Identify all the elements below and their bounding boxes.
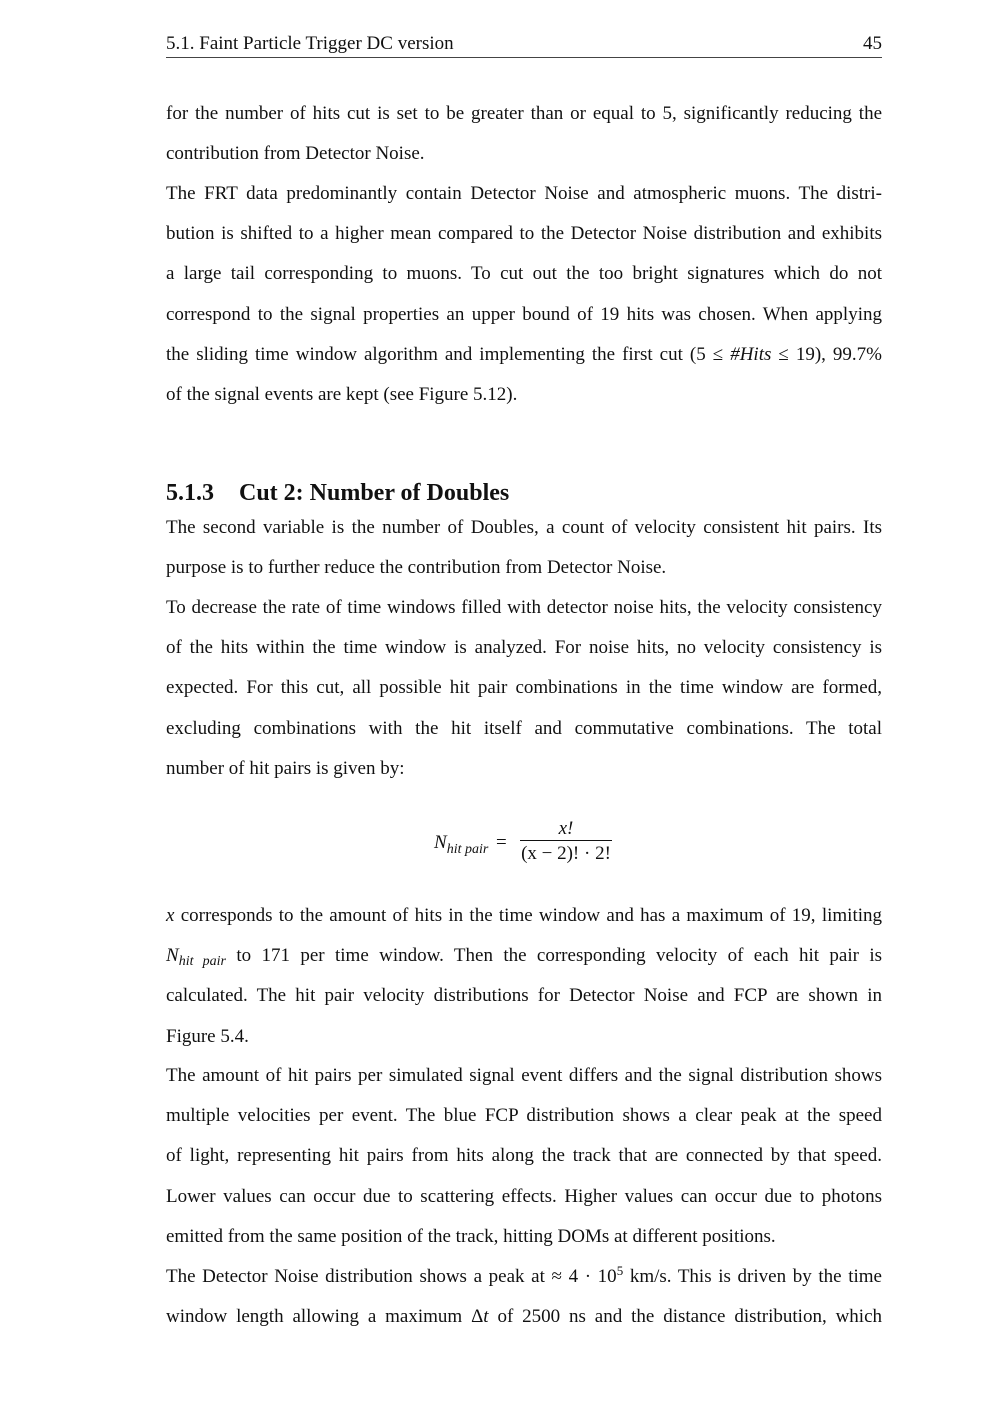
- equals-sign: =: [496, 832, 507, 853]
- text-segment: the sliding time window algorithm and implementing the first cut (5 ≤: [166, 343, 731, 365]
- hit-pair-equation: [166, 812, 882, 872]
- text-line-with-math: [166, 1297, 882, 1337]
- math-exponent: 5: [616, 1263, 624, 1278]
- section-heading: [166, 477, 509, 509]
- equation-fraction: [520, 818, 612, 867]
- text-line: number of hit pairs is given by:: [166, 757, 405, 779]
- equation-lhs-subscript: hit pair: [446, 841, 489, 857]
- text-segment: ≤ 19), 99.7%: [771, 343, 882, 365]
- text-line: for the number of hits cut is set to be greater than or equal to 5, significantly reducing the: [166, 103, 882, 124]
- text-line-with-math: [166, 896, 882, 936]
- text-line: expected. For this cut, all possible hit pair combinations in the time window are formed,: [166, 677, 882, 699]
- text-line: multiple velocities per event. The blue FCP distribution shows a clear peak at the speed: [166, 1105, 882, 1127]
- text-line: of the hits within the time window is analyzed. For noise hits, no velocity consistency is: [166, 637, 882, 659]
- math-n-subscript: hit pair: [178, 954, 226, 970]
- text-line-with-math: [166, 936, 882, 976]
- section-title: Cut 2: Number of Doubles: [239, 479, 510, 506]
- text-line: correspond to the signal properties an upper bound of 19 hits was chosen. When applying: [166, 303, 882, 325]
- equation-lhs: [434, 832, 488, 858]
- math-n-variable: N: [166, 945, 179, 967]
- running-header: [166, 33, 882, 58]
- fraction-denominator: (x − 2)! · 2!: [521, 843, 611, 864]
- text-line: contribution from Detector Noise.: [166, 143, 425, 165]
- text-segment: The Detector Noise distribution shows a peak at ≈ 4 · 10: [166, 1266, 617, 1287]
- paragraph-hit-pair-limit: [166, 896, 882, 1057]
- math-x-variable: x: [166, 905, 175, 926]
- text-line: emitted from the same position of the track, hitting DOMs at different positions.: [166, 1225, 776, 1247]
- math-hits-variable: #Hits: [730, 343, 772, 365]
- paragraph-doubles-intro: [166, 508, 882, 588]
- text-segment: of 2500 ns and the distance distribution, which: [488, 1306, 883, 1328]
- page-number: 45: [863, 33, 882, 54]
- text-line: The amount of hit pairs per simulated signal event differs and the signal distribution shows: [166, 1065, 882, 1086]
- text-line: Lower values can occur due to scattering effects. Higher values can occur due to photons: [166, 1185, 882, 1207]
- text-line: calculated. The hit pair velocity distributions for Detector Noise and FCP are shown in: [166, 985, 882, 1007]
- text-segment: km/s. This is driven by the time: [623, 1266, 882, 1287]
- text-line-with-math: [166, 1257, 882, 1297]
- paragraph-hits-cut: [166, 94, 882, 174]
- text-line: excluding combinations with the hit itself and commutative combinations. The total: [166, 717, 882, 739]
- text-line: To decrease the rate of time windows filled with detector noise hits, the velocity consistency: [166, 597, 882, 618]
- paragraph-velocity-consistency: [166, 588, 882, 789]
- text-line: a large tail corresponding to muons. To cut out the too bright signatures which do not: [166, 263, 882, 285]
- text-line: Figure 5.4.: [166, 1025, 249, 1047]
- text-line: The FRT data predominantly contain Detector Noise and atmospheric muons. The distri-: [166, 183, 882, 204]
- text-line: The second variable is the number of Doubles, a count of velocity consistent hit pairs. Its: [166, 517, 882, 538]
- text-segment: corresponds to the amount of hits in the time window and has a maximum of 19, limiting: [174, 905, 882, 926]
- text-line: purpose is to further reduce the contribution from Detector Noise.: [166, 557, 667, 579]
- paragraph-frt-data: [166, 174, 882, 415]
- text-segment: window length allowing a maximum Δ: [166, 1306, 484, 1328]
- text-line: of the signal events are kept (see Figure 5.12).: [166, 383, 518, 405]
- section-number: 5.1.3: [166, 479, 214, 506]
- equation-lhs-symbol: N: [434, 832, 447, 853]
- text-line-with-math: [166, 335, 882, 375]
- text-segment: to 171 per time window. Then the corresponding velocity of each hit pair is: [225, 945, 882, 967]
- running-header-title: 5.1. Faint Particle Trigger DC version: [166, 33, 454, 54]
- paragraph-noise-peak: [166, 1257, 882, 1337]
- text-line: of light, representing hit pairs from hits along the track that are connected by that speed.: [166, 1145, 882, 1167]
- fraction-numerator: x!: [520, 818, 612, 841]
- paragraph-signal-distribution: [166, 1056, 882, 1257]
- math-t-variable: t: [483, 1306, 489, 1328]
- text-line: bution is shifted to a higher mean compared to the Detector Noise distribution and exhibits: [166, 223, 882, 245]
